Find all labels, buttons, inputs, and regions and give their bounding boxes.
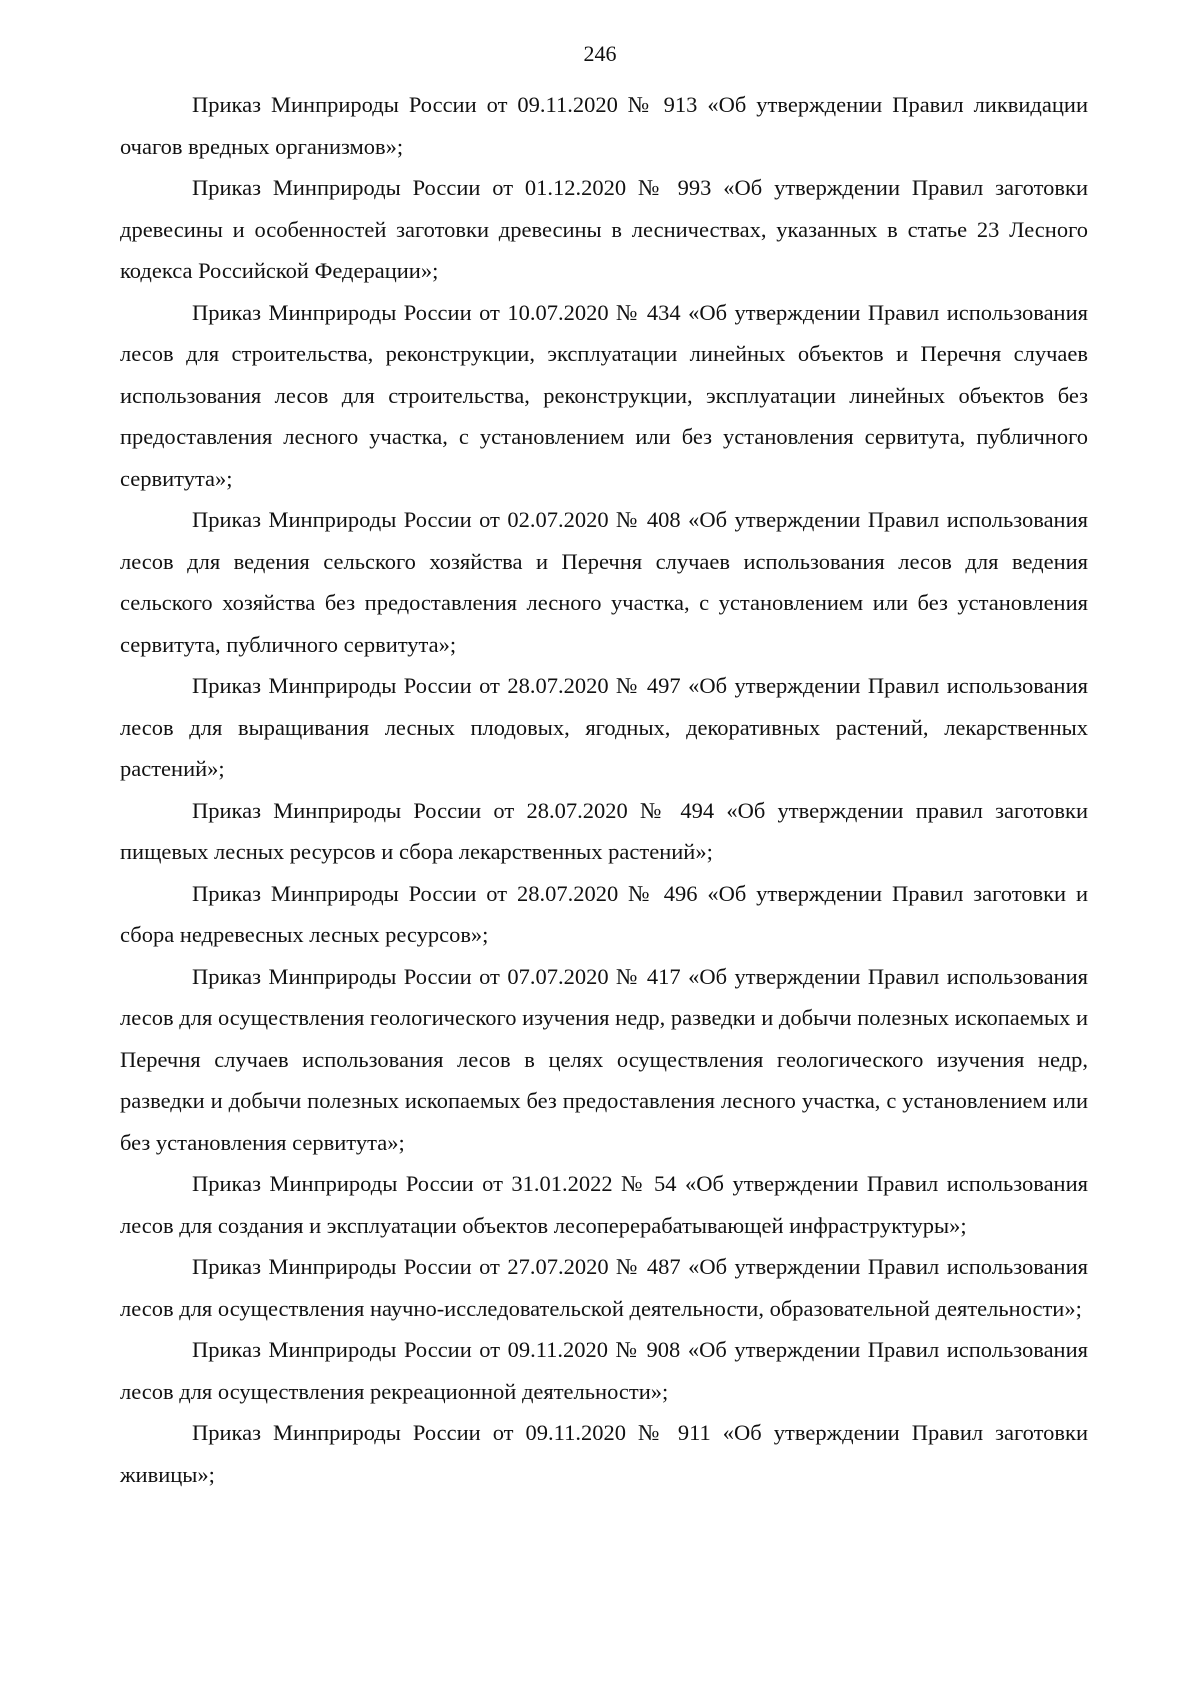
document-body <box>120 84 1088 1495</box>
paragraph: Приказ Минприроды России от 09.11.2020 № 908 «Об утверждении Правил использования лесов для осуществления рекреационной деятельности»; <box>120 1337 1088 1404</box>
paragraph: Приказ Минприроды России от 28.07.2020 № 496 «Об утверждении Правил заготовки и сбора недревесных лесных ресурсов»; <box>120 880 1088 947</box>
paragraph: Приказ Минприроды России от 10.07.2020 № 434 «Об утверждении Правил использования лесов для строительства, реконструкции, эксплуатации линейных объектов и Перечня случаев использования лесов для строительства, реконструкции, эксплуатации линейных объектов без предоставления лесного участка, с установлением или без установления сервитута, публичного сервитута»; <box>120 299 1088 491</box>
page-number: 246 <box>583 41 617 66</box>
paragraph: Приказ Минприроды России от 27.07.2020 № 487 «Об утверждении Правил использования лесов для осуществления научно-исследовательской деятельности, образовательной деятельности»; <box>120 1254 1088 1321</box>
paragraph: Приказ Минприроды России от 31.01.2022 № 54 «Об утверждении Правил использования лесов для создания и эксплуатации объектов лесоперерабатывающей инфраструктуры»; <box>120 1171 1088 1238</box>
paragraph: Приказ Минприроды России от 28.07.2020 № 497 «Об утверждении Правил использования лесов для выращивания лесных плодовых, ягодных, декоративных растений, лекарственных растений»; <box>120 673 1088 781</box>
paragraph: Приказ Минприроды России от 28.07.2020 № 494 «Об утверждении правил заготовки пищевых лесных ресурсов и сбора лекарственных растений»; <box>120 797 1088 864</box>
paragraph: Приказ Минприроды России от 02.07.2020 № 408 «Об утверждении Правил использования лесов для ведения сельского хозяйства и Перечня случаев использования лесов для ведения сельского хозяйства без предоставления лесного участка, с установлением или без установления сервитута, публичного сервитута»; <box>120 507 1088 657</box>
paragraph: Приказ Минприроды России от 09.11.2020 № 911 «Об утверждении Правил заготовки живицы»; <box>120 1420 1088 1487</box>
paragraph: Приказ Минприроды России от 07.07.2020 № 417 «Об утверждении Правил использования лесов для осуществления геологического изучения недр, разведки и добычи полезных ископаемых и Перечня случаев использования лесов в целях осуществления геологического изучения недр, разведки и добычи полезных ископаемых без предоставления лесного участка, с установлением или без установления сервитута»; <box>120 963 1088 1155</box>
paragraph: Приказ Минприроды России от 01.12.2020 № 993 «Об утверждении Правил заготовки древесины и особенностей заготовки древесины в лесничествах, указанных в статье 23 Лесного кодекса Российской Федерации»; <box>120 175 1088 283</box>
paragraph: Приказ Минприроды России от 09.11.2020 № 913 «Об утверждении Правил ликвидации очагов вредных организмов»; <box>120 92 1088 159</box>
